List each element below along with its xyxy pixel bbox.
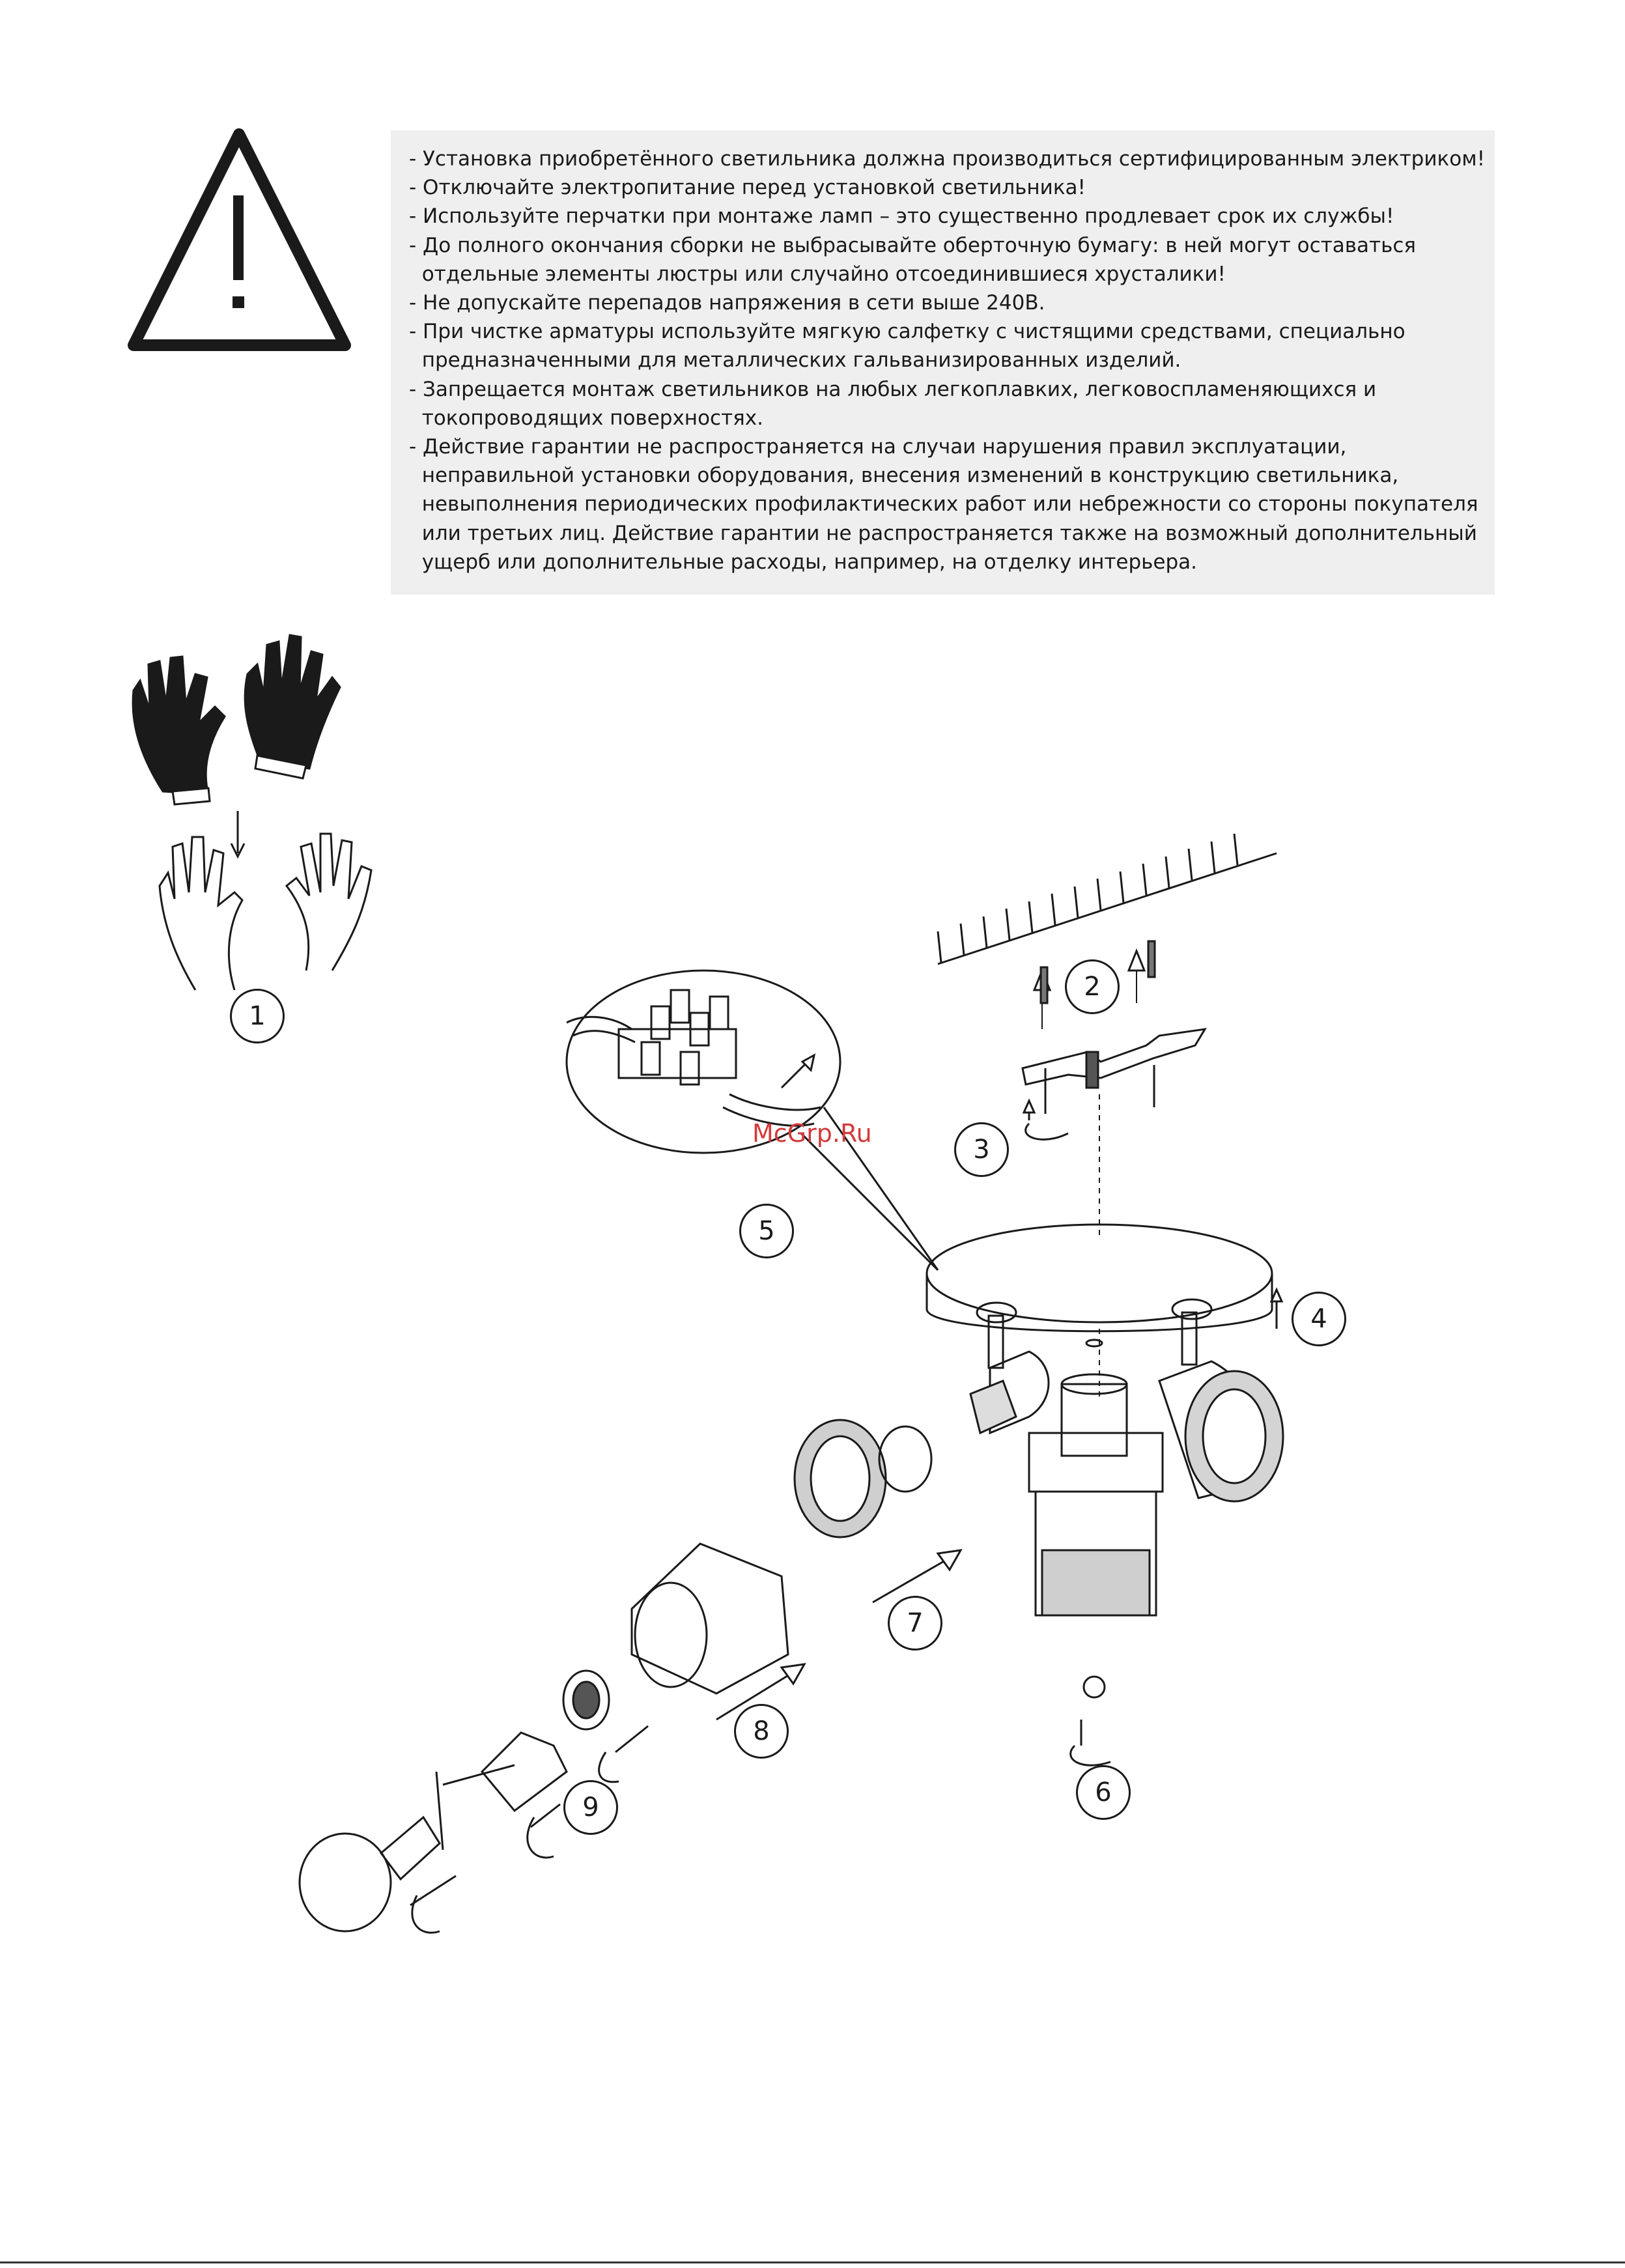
warning-line: - Действие гарантии не распространяется на случаи нарушения правил эксплуатации, [409,435,1347,459]
step-6-callout: 6 [1076,1765,1131,1820]
warning-line: ущерб или дополнительные расходы, например, на отделку интерьера. [409,550,1198,574]
step-7-callout: 7 [888,1596,942,1651]
warning-line: предназначенными для металлических гальванизированных изделий. [409,348,1181,373]
gloves-icon [133,635,340,857]
warning-line: - Запрещается монтаж светильников на любых легкоплавких, легковоспламеняющихся и [409,377,1377,401]
warning-line: - До полного окончания сборки не выбрасывайте оберточную бумагу: в ней могут оставаться [409,233,1417,257]
warning-line: невыполнения периодических профилактических работ или небрежности со стороны покупателя [409,492,1478,517]
step-1-callout: 1 [230,989,285,1043]
watermark: McGrp.Ru [752,1119,872,1148]
canopy [927,1225,1272,1346]
warning-line: - При чистке арматуры используйте мягкую салфетку с чистящими средствами, специально [409,320,1406,344]
warning-line: неправильной установки оборудования, внесения изменений в конструкцию светильника, [409,464,1399,488]
spot-lamps [970,1312,1283,1697]
step-2-callout: 2 [1065,959,1120,1014]
warning-line: токопроводящих поверхностях. [409,406,763,430]
step-3-callout: 3 [954,1122,1009,1177]
warning-line: - Не допускайте перепадов напряжения в сети выше 240В. [409,291,1045,315]
warning-line: отдельные элементы люстры или случайно отсоединившиеся хрусталики! [409,262,1226,286]
warning-line: - Отключайте электропитание перед установкой светильника! [409,176,1086,200]
warning-line: - Установка приобретённого светильника должна производиться сертифицированным электриком! [409,147,1486,171]
hands-icon [160,834,371,990]
step-4-callout: 4 [1292,1292,1346,1346]
step-9-callout: 9 [563,1780,618,1835]
ceiling-line [938,834,1277,964]
warning-line: или третьих лиц. Действие гарантии не распространяется также на возможный дополнительный [409,521,1477,545]
page-bottom-rule [0,2261,1625,2263]
step-5-callout: 5 [739,1204,794,1258]
step-8-callout: 8 [734,1704,789,1759]
warning-line: - Используйте перчатки при монтаже ламп – это существенно продлевает срок их службы! [409,205,1394,229]
